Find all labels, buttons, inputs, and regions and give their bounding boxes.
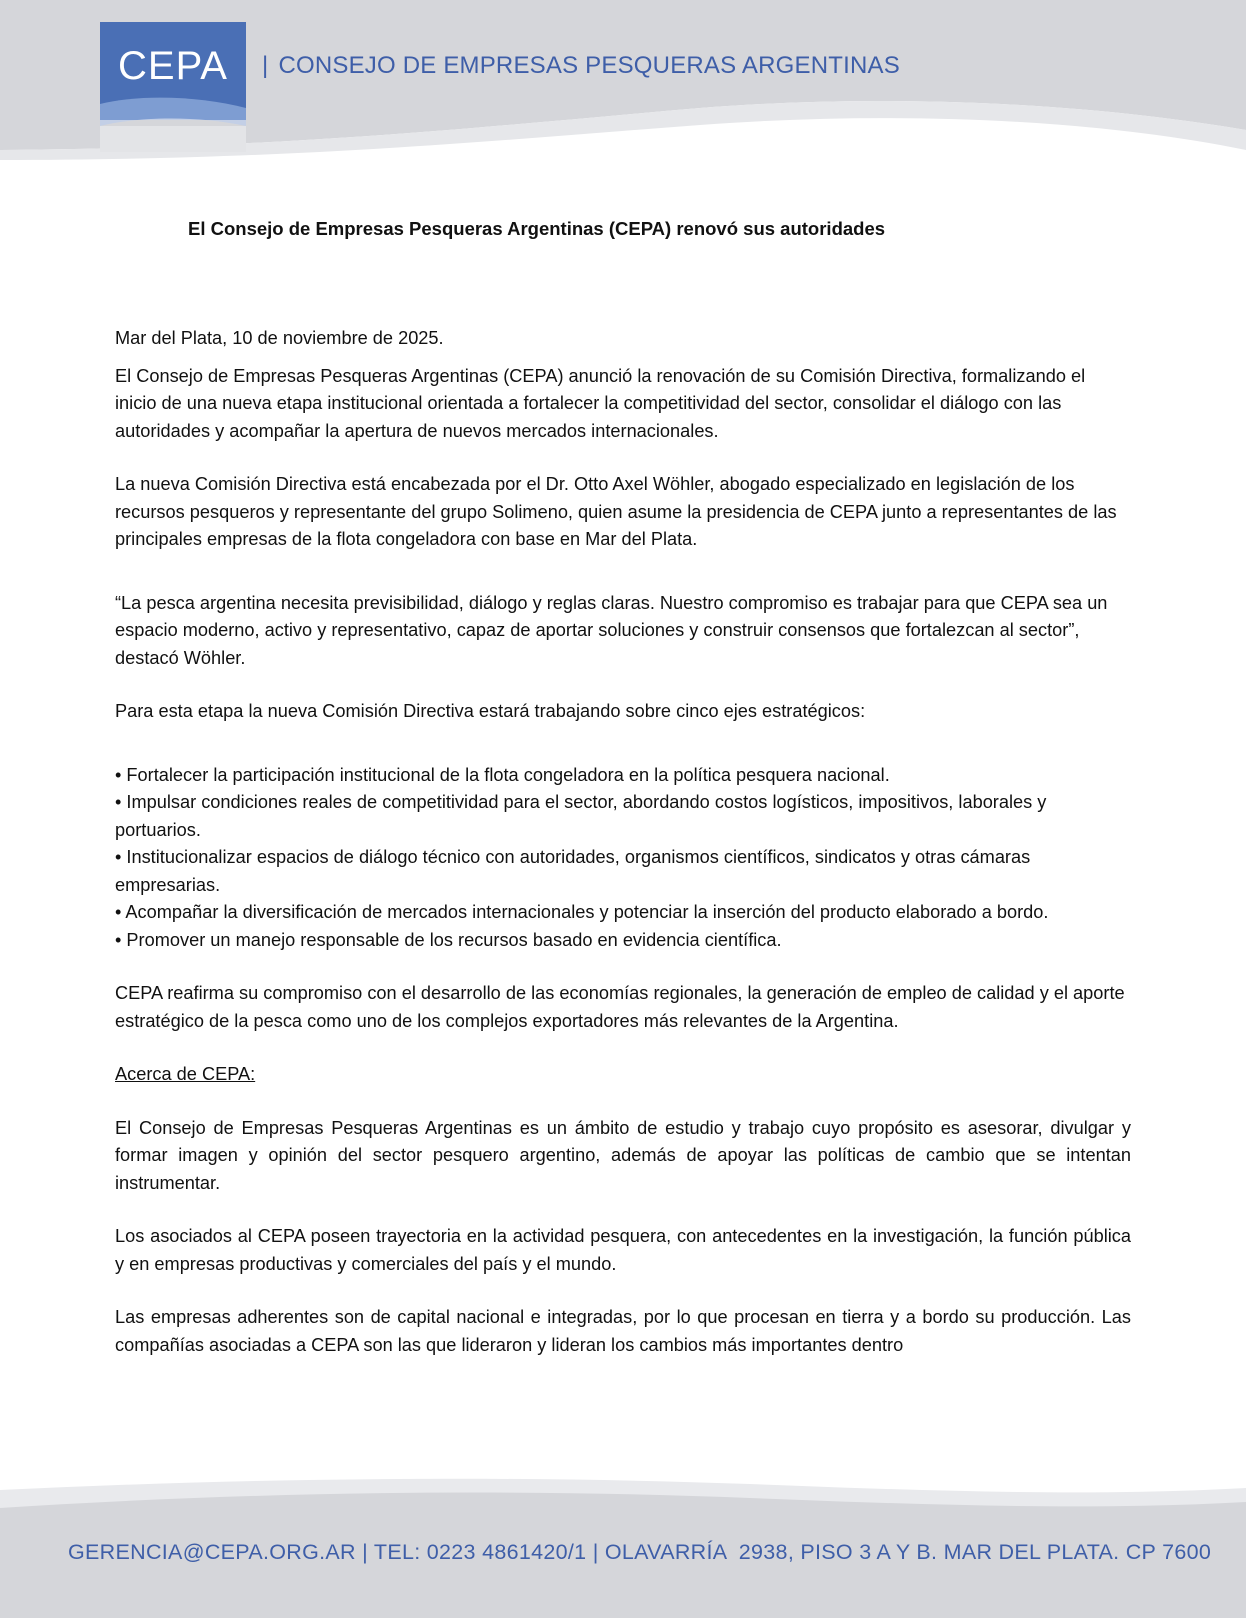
organization-name-text: CONSEJO DE EMPRESAS PESQUERAS ARGENTINAS — [278, 52, 900, 79]
paragraph-about-3: Las empresas adherentes son de capital nacional e integradas, por lo que procesan en tierra y a bordo su producción. Las compañías asociadas a CEPA son las que lideraron y lideran los cambios más importantes dentro — [115, 1307, 1131, 1355]
list-item: • Institucionalizar espacios de diálogo técnico con autoridades, organismos científicos, sindicatos y otras cámaras empresarias. — [115, 847, 1031, 895]
footer-contact: GERENCIA@CEPA.ORG.AR | TEL: 0223 4861420/1 | OLAVARRÍA 2938, PISO 3 A Y B. MAR DEL PLATA. CP 7600 — [68, 1540, 1212, 1564]
press-release-title: El Consejo de Empresas Pesqueras Argentinas (CEPA) renovó sus autoridades — [188, 218, 886, 239]
list-item: • Promover un manejo responsable de los recursos basado en evidencia científica. — [115, 929, 782, 950]
list-item: • Acompañar la diversificación de mercados internacionales y potenciar la inserción del producto elaborado a bordo. — [115, 902, 1049, 922]
paragraph-announcement: El Consejo de Empresas Pesqueras Argentinas (CEPA) anunció la renovación de su Comisión Directiva, formalizando el inicio de una nueva etapa institucional orientada a fortalecer la competitividad del sector, consolidar el diálogo con las autoridades y acompañar la apertura de nuevos mercados internacionales. — [115, 365, 1086, 441]
release-date: Mar del Plata, 10 de noviembre de 2025. — [115, 328, 444, 348]
press-release-body — [115, 325, 1131, 1359]
paragraph-new-board: La nueva Comisión Directiva está encabezada por el Dr. Otto Axel Wöhler, abogado especializado en legislación de los recursos pesqueros y representante del grupo Solimeno, quien asume la presidencia de CEPA junto a representantes de las principales empresas de la flota congeladora con base en Mar del Plata. — [115, 474, 1117, 549]
strategic-axes-list — [115, 762, 1131, 955]
paragraph-closing: CEPA reafirma su compromiso con el desarrollo de las economías regionales, la generación de empleo de calidad y el aporte estratégico de la pesca como uno de los complejos exportadores más relevantes de la Argentina. — [115, 983, 1125, 1031]
header-separator: | — [262, 52, 269, 79]
paragraph-about-2: Los asociados al CEPA poseen trayectoria en la actividad pesquera, con antecedentes en la investigación, la función pública y en empresas productivas y comerciales del país y el mundo. — [115, 1226, 1131, 1274]
list-item: • Fortalecer la participación institucional de la flota congeladora en la política pesquera nacional. — [115, 764, 890, 785]
organization-name — [262, 52, 900, 80]
paragraph-about-1: El Consejo de Empresas Pesqueras Argentinas es un ámbito de estudio y trabajo cuyo propósito es asesorar, divulgar y formar imagen y opinión del sector pesquero argentino, además de apoyar las políticas de cambio que se intentan instrumentar. — [115, 1117, 1131, 1193]
strategic-axes-intro: Para esta etapa la nueva Comisión Directiva estará trabajando sobre cinco ejes estratégicos: — [115, 701, 866, 721]
logo-wordmark: CEPA — [118, 44, 228, 88]
about-heading: Acerca de CEPA: — [115, 1064, 256, 1084]
president-quote: “La pesca argentina necesita previsibilidad, diálogo y reglas claras. Nuestro compromiso es trabajar para que CEPA sea un espacio moderno, activo y representativo, capaz de aportar soluciones y construir consensos que fortalezcan al sector”, destacó Wöhler. — [115, 592, 1108, 668]
list-item: • Impulsar condiciones reales de competitividad para el sector, abordando costos logísticos, impositivos, laborales y portuarios. — [115, 792, 1047, 840]
